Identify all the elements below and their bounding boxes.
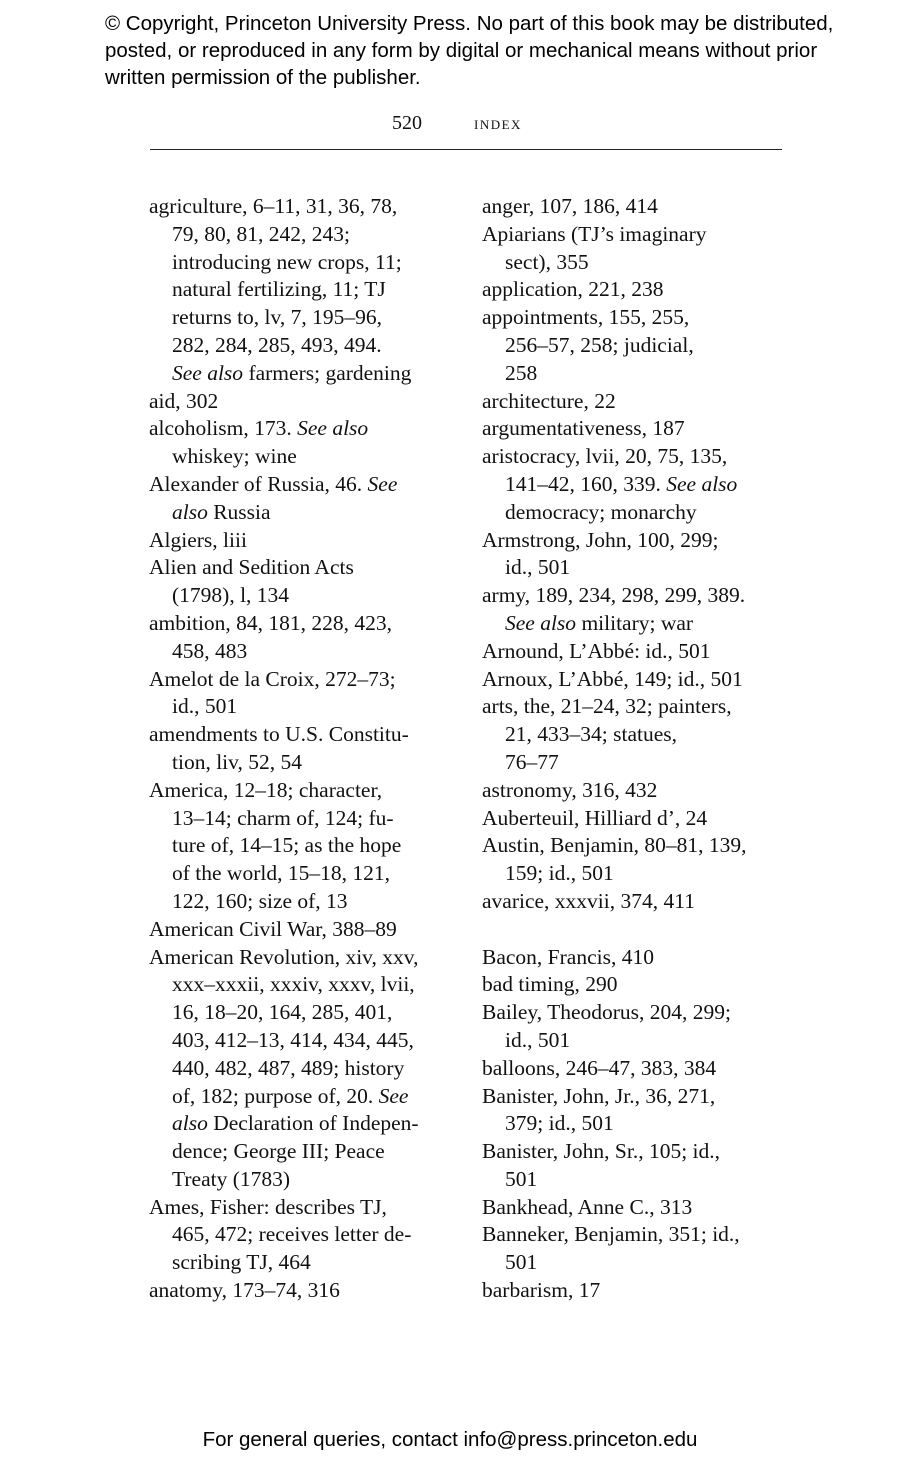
- index-line: Banister, John, Jr., 36, 271,: [482, 1083, 716, 1108]
- index-line: Auberteuil, Hilliard d’, 24: [482, 805, 708, 830]
- index-entry: [149, 610, 459, 666]
- index-line: Bankhead, Anne C., 313: [482, 1194, 693, 1219]
- index-line: agriculture, 6–11, 31, 36, 78,: [149, 194, 398, 218]
- index-line: Arnoux, L’Abbé, 149; id., 501: [482, 666, 743, 691]
- index-line: Austin, Benjamin, 80–81, 139,: [482, 833, 747, 858]
- index-line: American Civil War, 388–89: [149, 916, 397, 941]
- index-line: Bailey, Theodorus, 204, 299;: [482, 1000, 732, 1025]
- index-entry: [149, 193, 459, 388]
- index-entry: [482, 1277, 792, 1305]
- index-line: (1798), l, 134: [172, 583, 290, 608]
- index-entry: [482, 276, 792, 304]
- index-line: arts, the, 21–24, 32; painters,: [482, 694, 732, 719]
- index-line: amendments to U.S. Constitu-: [149, 722, 409, 747]
- index-entry: [482, 388, 792, 416]
- index-line: aristocracy, lvii, 20, 75, 135,: [482, 444, 728, 469]
- index-line: American Revolution, xiv, xxv,: [149, 944, 419, 969]
- index-entry: [482, 944, 792, 972]
- index-entry: [482, 221, 792, 277]
- index-entry: [149, 777, 459, 916]
- index-line: anger, 107, 186, 414: [482, 194, 658, 218]
- index-line: 159; id., 501: [505, 861, 614, 886]
- index-entry: [149, 527, 459, 555]
- index-line: Amelot de la Croix, 272–73;: [149, 666, 396, 691]
- index-line: Armstrong, John, 100, 299;: [482, 527, 719, 552]
- index-line: 501: [505, 1250, 538, 1275]
- index-line: argumentativeness, 187: [482, 416, 685, 441]
- index-line: bad timing, 290: [482, 972, 618, 997]
- index-entry: [482, 777, 792, 805]
- index-entry: [482, 971, 792, 999]
- index-line: 282, 284, 285, 493, 494.: [172, 332, 382, 357]
- index-line: Alien and Sedition Acts: [149, 555, 354, 580]
- index-line: whiskey; wine: [172, 444, 297, 469]
- index-line: 79, 80, 81, 242, 243;: [172, 221, 350, 246]
- index-entry: [482, 1194, 792, 1222]
- index-line: America, 12–18; character,: [149, 777, 383, 802]
- index-entry: [482, 805, 792, 833]
- index-line: appointments, 155, 255,: [482, 305, 690, 330]
- index-line: avarice, xxxvii, 374, 411: [482, 888, 695, 913]
- copyright-notice: © Copyright, Princeton University Press. No part of this book may be distributed, posted, or reproduced in any form by digital or mechanical means without prior written permission of the publisher.: [105, 12, 834, 89]
- letter-gap: [482, 916, 792, 944]
- index-entry: [482, 193, 792, 221]
- index-line: ambition, 84, 181, 228, 423,: [149, 610, 393, 635]
- index-entry: [482, 527, 792, 583]
- index-line: 13–14; charm of, 124; fu-: [172, 805, 394, 830]
- header-rule: [150, 149, 782, 150]
- index-line: id., 501: [505, 1027, 571, 1052]
- index-line: balloons, 246–47, 383, 384: [482, 1055, 717, 1080]
- index-line: barbarism, 17: [482, 1278, 601, 1303]
- footer-contact: For general queries, contact info@press.princeton.edu: [202, 1428, 698, 1451]
- index-line: aid, 302: [149, 388, 219, 413]
- index-entry: [482, 1055, 792, 1083]
- index-line: astronomy, 316, 432: [482, 777, 658, 802]
- index-entry: [482, 415, 792, 443]
- index-line: See also farmers; gardening: [172, 360, 412, 385]
- index-entry: [482, 888, 792, 916]
- index-line: Algiers, liii: [149, 527, 247, 552]
- index-entry: [149, 1194, 459, 1277]
- index-line: tion, liv, 52, 54: [172, 749, 302, 774]
- index-entry: [149, 554, 459, 610]
- index-entry: [149, 1277, 459, 1305]
- index-line: dence; George III; Peace: [172, 1139, 385, 1164]
- index-line: sect), 355: [505, 249, 589, 274]
- index-line: 21, 433–34; statues,: [505, 722, 677, 747]
- index-line: 501: [505, 1166, 538, 1191]
- running-title: index: [474, 113, 522, 134]
- index-entry: [149, 666, 459, 722]
- index-entry: [482, 304, 792, 387]
- index-line: Bacon, Francis, 410: [482, 944, 654, 969]
- index-line: army, 189, 234, 298, 299, 389.: [482, 583, 746, 608]
- index-line: returns to, lv, 7, 195–96,: [172, 305, 383, 330]
- index-entry: [482, 832, 792, 888]
- index-line: 403, 412–13, 414, 434, 445,: [172, 1027, 414, 1052]
- index-entry: [482, 666, 792, 694]
- index-line: Alexander of Russia, 46. See: [149, 471, 398, 496]
- index-line: of, 182; purpose of, 20. See: [172, 1083, 409, 1108]
- index-line: scribing TJ, 464: [172, 1250, 311, 1275]
- index-line: 16, 18–20, 164, 285, 401,: [172, 1000, 393, 1025]
- index-line: id., 501: [172, 694, 238, 719]
- index-entry: [149, 388, 459, 416]
- index-line: Apiarians (TJ’s imaginary: [482, 221, 707, 246]
- index-line: also Declaration of Indepen-: [172, 1111, 419, 1136]
- index-line: 258: [505, 360, 538, 385]
- page-number: 520: [392, 112, 422, 134]
- index-line: alcoholism, 173. See also: [149, 416, 369, 441]
- index-line: 122, 160; size of, 13: [172, 888, 348, 913]
- index-entry: [149, 944, 459, 1194]
- index-entry: [482, 582, 792, 638]
- index-entry: [482, 693, 792, 776]
- index-line: of the world, 15–18, 121,: [172, 861, 390, 886]
- index-entry: [482, 1138, 792, 1194]
- index-line: 440, 482, 487, 489; history: [172, 1055, 405, 1080]
- index-entry: [482, 443, 792, 526]
- index-column-left: [149, 193, 459, 1305]
- index-line: 256–57, 258; judicial,: [505, 332, 694, 357]
- index-line: xxx–xxxii, xxxiv, xxxv, lvii,: [172, 972, 415, 997]
- index-entry: [149, 721, 459, 777]
- index-line: application, 221, 238: [482, 277, 664, 302]
- index-entry: [149, 415, 459, 471]
- index-entry: [482, 1083, 792, 1139]
- index-line: natural fertilizing, 11; TJ: [172, 277, 386, 302]
- index-line: Treaty (1783): [172, 1166, 291, 1191]
- index-line: Arnound, L’Abbé: id., 501: [482, 638, 711, 663]
- index-line: Banneker, Benjamin, 351; id.,: [482, 1222, 740, 1247]
- index-line: 458, 483: [172, 638, 248, 663]
- index-line: 465, 472; receives letter de-: [172, 1222, 412, 1247]
- index-line: architecture, 22: [482, 388, 616, 413]
- index-line: Ames, Fisher: describes TJ,: [149, 1194, 387, 1219]
- index-line: Banister, John, Sr., 105; id.,: [482, 1139, 721, 1164]
- index-entry: [482, 999, 792, 1055]
- index-line: ture of, 14–15; as the hope: [172, 833, 402, 858]
- index-column-right: [482, 193, 792, 1305]
- index-line: anatomy, 173–74, 316: [149, 1278, 340, 1303]
- index-line: democracy; monarchy: [505, 499, 697, 524]
- index-entry: [482, 638, 792, 666]
- index-line: also Russia: [172, 499, 271, 524]
- index-line: introducing new crops, 11;: [172, 249, 402, 274]
- index-entry: [149, 471, 459, 527]
- index-line: See also military; war: [505, 610, 694, 635]
- index-line: 76–77: [505, 749, 559, 774]
- index-line: 141–42, 160, 339. See also: [505, 471, 738, 496]
- index-entry: [149, 916, 459, 944]
- index-entry: [482, 1221, 792, 1277]
- index-line: id., 501: [505, 555, 571, 580]
- index-line: 379; id., 501: [505, 1111, 614, 1136]
